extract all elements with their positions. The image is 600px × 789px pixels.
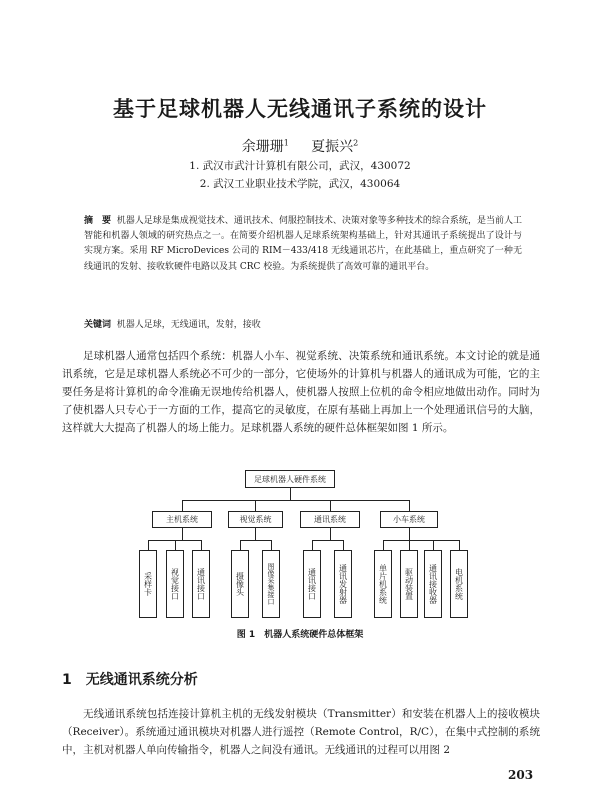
affiliation: 2. 武汉工业职业技术学院，武汉，430064 bbox=[199, 178, 401, 190]
author-sup: 2 bbox=[353, 138, 359, 148]
diagram-connector bbox=[433, 540, 434, 550]
diagram-leaf: 驱动装置 bbox=[400, 550, 418, 618]
diagram-connector bbox=[240, 540, 241, 550]
diagram-connector bbox=[409, 528, 410, 540]
diagram-connector bbox=[290, 488, 291, 500]
diagram-connector bbox=[330, 500, 331, 511]
affiliation: 1. 武汉市武汁计算机有限公司，武汉，430072 bbox=[189, 160, 411, 172]
diagram-connector bbox=[148, 540, 149, 550]
figure-caption: 图 1 机器人系统硬件总体框架 bbox=[236, 630, 364, 640]
diagram-connector bbox=[182, 500, 409, 501]
diagram-node-host: 主机系统 bbox=[152, 511, 212, 528]
diagram-connector bbox=[240, 540, 272, 541]
keywords bbox=[84, 317, 261, 330]
diagram-connector bbox=[330, 528, 331, 540]
keywords-label: 关键词 bbox=[84, 320, 112, 330]
section-number: 1 bbox=[62, 672, 72, 688]
diagram-connector bbox=[182, 528, 183, 540]
page-number: 203 bbox=[508, 768, 534, 782]
diagram-leaf: 单片机系统 bbox=[374, 550, 392, 618]
section-heading bbox=[62, 669, 198, 689]
diagram-root-node: 足球机器人硬件系统 bbox=[245, 470, 335, 488]
author-sup: 1 bbox=[283, 138, 289, 148]
diagram-connector bbox=[271, 540, 272, 550]
author-name: 余珊珊 bbox=[241, 139, 284, 155]
diagram-connector bbox=[343, 540, 344, 550]
keywords-text: 机器人足球，无线通讯，发射，接收 bbox=[116, 320, 261, 330]
diagram-connector bbox=[459, 540, 460, 550]
diagram-leaf: 通讯接口 bbox=[303, 550, 321, 618]
diagram-connector bbox=[383, 540, 384, 550]
diagram-leaf: 采样卡 bbox=[139, 550, 157, 618]
abstract-label: 摘 要 bbox=[84, 216, 112, 226]
diagram-node-car: 小车系统 bbox=[380, 511, 438, 528]
diagram-connector bbox=[255, 528, 256, 540]
diagram-leaf: 电机系统 bbox=[450, 550, 468, 618]
diagram-leaf: 通讯发射器 bbox=[334, 550, 352, 618]
diagram-connector bbox=[255, 500, 256, 511]
diagram-leaf: 通讯接口 bbox=[192, 550, 210, 618]
diagram-node-comm: 通讯系统 bbox=[300, 511, 360, 528]
diagram-connector bbox=[312, 540, 313, 550]
diagram-connector bbox=[175, 540, 176, 550]
diagram-leaf: 通讯接收器 bbox=[424, 550, 442, 618]
diagram-connector bbox=[409, 540, 410, 550]
diagram-connector bbox=[383, 540, 459, 541]
diagram-connector bbox=[409, 500, 410, 511]
diagram-connector bbox=[148, 540, 202, 541]
diagram-node-vision: 视觉系统 bbox=[228, 511, 283, 528]
diagram-connector bbox=[201, 540, 202, 550]
paper-title: 基于足球机器人无线通讯子系统的设计 bbox=[113, 97, 487, 121]
abstract bbox=[84, 214, 522, 275]
authors bbox=[0, 136, 600, 156]
body-paragraph: 足球机器人通常包括四个系统：机器人小车、视觉系统、决策系统和通讯系统。本文讨论的就是通讯系统，它是足球机器人系统必不可少的一部分，它使场外的计算机与机器人的通讯成为可能，它的主要任务是将计算机的命令准确无误地传给机器人，使机器人按照上位机的命令相应地做出动作。同时为了使机器人只专心于一方面的工作，提高它的灵敏度，在原有基础上再加上一个处理通讯信号的大脑，这样就大大提高了机器人的场上能力。足球机器人系统的硬件总体框架如图 1 所示。 bbox=[62, 350, 540, 434]
body-paragraph: 无线通讯系统包括连接计算机主机的无线发射模块（Transmitter）和安装在机器人上的接收模块（Receiver）。系统通过通讯模块对机器人进行遥控（Remote Control，R/C），在集中式控制的系统中，主机对机器人单向传输指令，机器人之间没有通讯。无线通讯的过程可以用图 2 bbox=[62, 708, 540, 756]
diagram-leaf: 摄像头 bbox=[231, 550, 249, 618]
author-name: 夏振兴 bbox=[311, 139, 354, 155]
diagram-leaf: 图像采集接口 bbox=[262, 550, 280, 618]
diagram-leaf: 视觉接口 bbox=[166, 550, 184, 618]
diagram-connector bbox=[182, 500, 183, 511]
diagram-connector bbox=[312, 540, 344, 541]
abstract-text: 机器人足球是集成视觉技术、通讯技术、伺服控制技术、决策对象等多种技术的综合系统，是当前人工智能和机器人领域的研究热点之一。在简要介绍机器人足球系统架构基础上，针对其通讯子系统提出了设计与实现方案。采用 RF MicroDevices 公司的 RIM－433/418 无线通讯芯片，在此基础上，重点研究了一种无线通讯的发射、接收软硬件电路以及其 CRC 校验。为系统提供了高效可靠的通讯平台。 bbox=[84, 216, 522, 272]
section-title: 无线通讯系统分析 bbox=[85, 672, 198, 688]
